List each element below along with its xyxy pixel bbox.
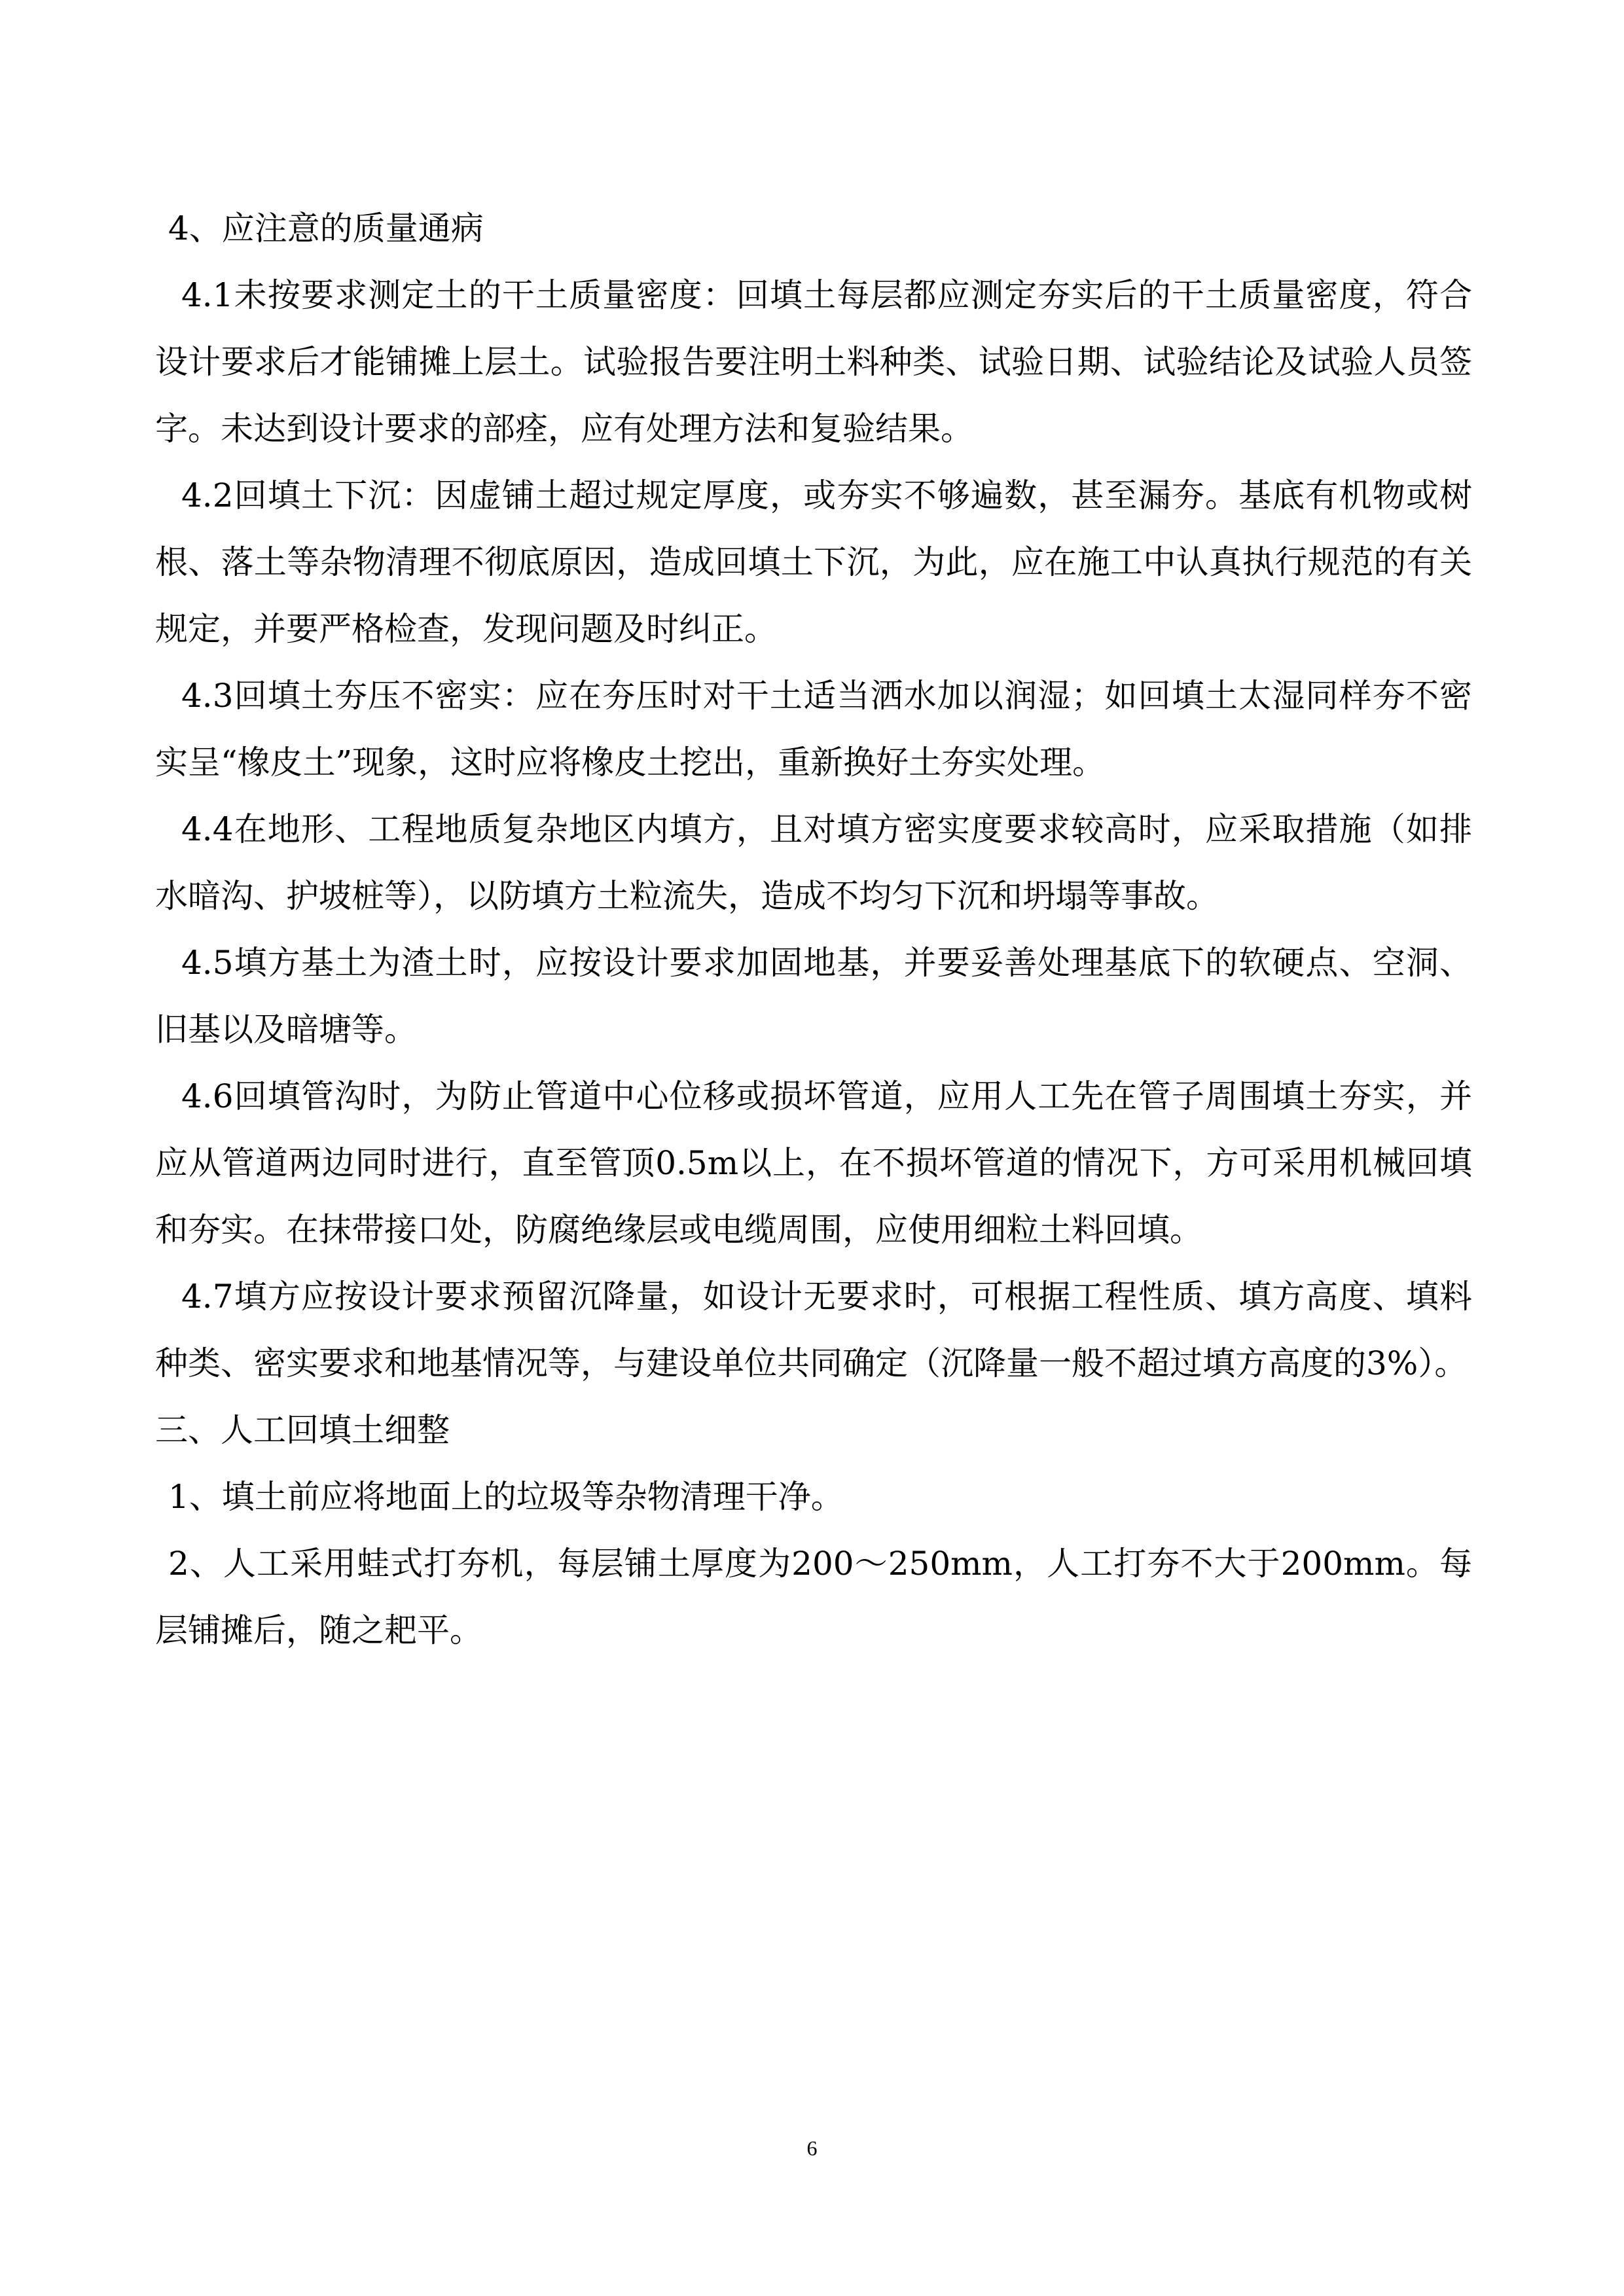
page-number: 6	[806, 2136, 818, 2160]
paragraph-4-5: 4.5填方基土为渣土时，应按设计要求加固地基，并要妥善处理基底下的软硬点、空洞、旧基以及暗塘等。	[155, 944, 1472, 1049]
heading-quality-defects: 4、应注意的质量通病	[168, 209, 484, 247]
paragraph-4-3: 4.3回填土夯压不密实：应在夯压时对干土适当洒水加以润湿；如回填土太湿同样夯不密实呈“橡皮土”现象，这时应将橡皮土挖出，重新换好土夯实处理。	[155, 677, 1472, 781]
section-heading-manual-backfill: 三、人工回填土细整	[155, 1411, 450, 1449]
paragraph-4-7: 4.7填方应按设计要求预留沉降量，如设计无要求时，可根据工程性质、填方高度、填料种类、密实要求和地基情况等，与建设单位共同确定（沉降量一般不超过填方高度的3%）。	[155, 1278, 1472, 1382]
step-1: 1、填土前应将地面上的垃圾等杂物清理干净。	[168, 1478, 844, 1516]
paragraph-4-2: 4.2回填土下沉：因虚铺土超过规定厚度，或夯实不够遍数，甚至漏夯。基底有机物或树根、落土等杂物清理不彻底原因，造成回填土下沉，为此，应在施工中认真执行规范的有关规定，并要严格检查，发现问题及时纠正。	[155, 476, 1472, 648]
step-2: 2、人工采用蛙式打夯机，每层铺土厚度为200～250mm，人工打夯不大于200mm。每层铺摊后，随之耙平。	[155, 1545, 1472, 1649]
body-text	[155, 195, 1472, 1664]
paragraph-4-6: 4.6回填管沟时，为防止管道中心位移或损坏管道，应用人工先在管子周围填土夯实，并应从管道两边同时进行，直至管顶0.5m以上，在不损坏管道的情况下，方可采用机械回填和夯实。在抹带接口处，防腐绝缘层或电缆周围，应使用细粒土料回填。	[155, 1077, 1472, 1249]
paragraph-4-1: 4.1未按要求测定土的干土质量密度：回填土每层都应测定夯实后的干土质量密度，符合设计要求后才能铺摊上层土。试验报告要注明土料种类、试验日期、试验结论及试验人员签字。未达到设计要求的部痊，应有处理方法和复验结果。	[155, 276, 1472, 448]
paragraph-4-4: 4.4在地形、工程地质复杂地区内填方，且对填方密实度要求较高时，应采取措施（如排水暗沟、护坡桩等），以防填方土粒流失，造成不均匀下沉和坍塌等事故。	[155, 810, 1472, 915]
